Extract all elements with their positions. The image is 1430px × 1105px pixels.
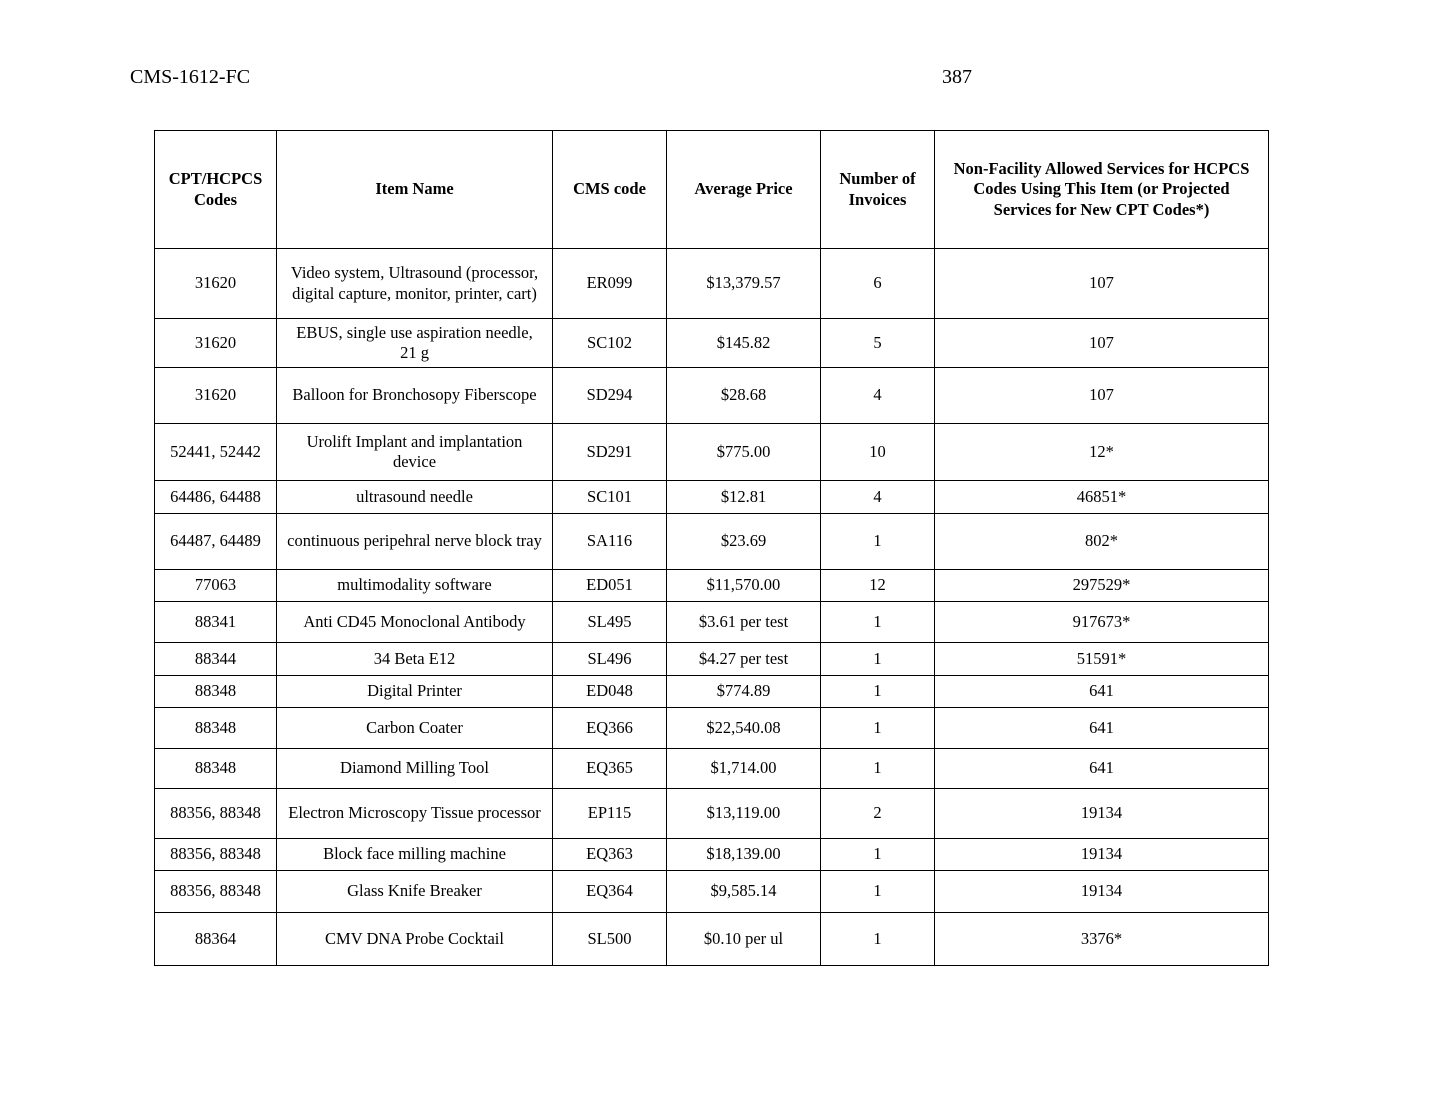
table-row bbox=[155, 708, 1269, 749]
cell-item-name: Anti CD45 Monoclonal Antibody bbox=[277, 602, 553, 643]
cell-cpt-codes: 31620 bbox=[155, 319, 277, 368]
table-row bbox=[155, 368, 1269, 424]
cell-cms-code: EQ364 bbox=[553, 871, 667, 913]
table-row bbox=[155, 913, 1269, 966]
cell-cpt-codes: 31620 bbox=[155, 368, 277, 424]
cell-allowed-services: 51591* bbox=[935, 643, 1269, 676]
cell-number-of-invoices: 4 bbox=[821, 481, 935, 514]
cell-number-of-invoices: 10 bbox=[821, 424, 935, 481]
table-header-row bbox=[155, 131, 1269, 249]
cell-cpt-codes: 31620 bbox=[155, 249, 277, 319]
cell-item-name: Electron Microscopy Tissue processor bbox=[277, 789, 553, 839]
cell-cms-code: ED051 bbox=[553, 570, 667, 602]
cell-average-price: $9,585.14 bbox=[667, 871, 821, 913]
cell-item-name: multimodality software bbox=[277, 570, 553, 602]
cell-cms-code: SD294 bbox=[553, 368, 667, 424]
cell-cms-code: SC101 bbox=[553, 481, 667, 514]
column-header-number-of-invoices: Number of Invoices bbox=[821, 131, 935, 249]
cell-cpt-codes: 88341 bbox=[155, 602, 277, 643]
cell-cms-code: SL495 bbox=[553, 602, 667, 643]
cell-average-price: $12.81 bbox=[667, 481, 821, 514]
document-id: CMS-1612-FC bbox=[130, 66, 251, 88]
table-row bbox=[155, 602, 1269, 643]
cell-cpt-codes: 88348 bbox=[155, 676, 277, 708]
cell-number-of-invoices: 1 bbox=[821, 913, 935, 966]
cell-average-price: $1,714.00 bbox=[667, 749, 821, 789]
cell-average-price: $13,379.57 bbox=[667, 249, 821, 319]
cell-cpt-codes: 64487, 64489 bbox=[155, 514, 277, 570]
cell-cms-code: EQ366 bbox=[553, 708, 667, 749]
cell-item-name: Balloon for Bronchosopy Fiberscope bbox=[277, 368, 553, 424]
table-row bbox=[155, 676, 1269, 708]
cell-cms-code: EQ363 bbox=[553, 839, 667, 871]
cell-cpt-codes: 88356, 88348 bbox=[155, 789, 277, 839]
cell-cpt-codes: 88344 bbox=[155, 643, 277, 676]
cell-average-price: $18,139.00 bbox=[667, 839, 821, 871]
cell-average-price: $775.00 bbox=[667, 424, 821, 481]
table-row bbox=[155, 570, 1269, 602]
equipment-pricing-table bbox=[154, 130, 1269, 966]
cell-item-name: EBUS, single use aspiration needle, 21 g bbox=[277, 319, 553, 368]
cell-cms-code: SL500 bbox=[553, 913, 667, 966]
cell-number-of-invoices: 1 bbox=[821, 676, 935, 708]
cell-average-price: $23.69 bbox=[667, 514, 821, 570]
cell-cpt-codes: 88356, 88348 bbox=[155, 839, 277, 871]
column-header-cpt-codes: CPT/HCPCS Codes bbox=[155, 131, 277, 249]
cell-number-of-invoices: 2 bbox=[821, 789, 935, 839]
cell-item-name: CMV DNA Probe Cocktail bbox=[277, 913, 553, 966]
cell-item-name: Block face milling machine bbox=[277, 839, 553, 871]
column-header-allowed-services: Non-Facility Allowed Services for HCPCS Codes Using This Item (or Projected Services for New CPT Codes*) bbox=[935, 131, 1269, 249]
cell-cms-code: SD291 bbox=[553, 424, 667, 481]
cell-number-of-invoices: 1 bbox=[821, 514, 935, 570]
cell-number-of-invoices: 1 bbox=[821, 708, 935, 749]
cell-average-price: $774.89 bbox=[667, 676, 821, 708]
cell-cpt-codes: 64486, 64488 bbox=[155, 481, 277, 514]
column-header-average-price: Average Price bbox=[667, 131, 821, 249]
column-header-item-name: Item Name bbox=[277, 131, 553, 249]
table-row bbox=[155, 424, 1269, 481]
cell-cms-code: ER099 bbox=[553, 249, 667, 319]
cell-cms-code: SC102 bbox=[553, 319, 667, 368]
cell-allowed-services: 19134 bbox=[935, 789, 1269, 839]
cell-cms-code: SA116 bbox=[553, 514, 667, 570]
page-header bbox=[130, 64, 990, 94]
cell-allowed-services: 107 bbox=[935, 319, 1269, 368]
cell-cpt-codes: 88356, 88348 bbox=[155, 871, 277, 913]
table-row bbox=[155, 789, 1269, 839]
cell-allowed-services: 641 bbox=[935, 676, 1269, 708]
cell-allowed-services: 46851* bbox=[935, 481, 1269, 514]
cell-allowed-services: 107 bbox=[935, 368, 1269, 424]
cell-cpt-codes: 52441, 52442 bbox=[155, 424, 277, 481]
cell-cms-code: SL496 bbox=[553, 643, 667, 676]
cell-allowed-services: 641 bbox=[935, 708, 1269, 749]
table-row bbox=[155, 319, 1269, 368]
cell-average-price: $4.27 per test bbox=[667, 643, 821, 676]
column-header-cms-code: CMS code bbox=[553, 131, 667, 249]
page-number: 387 bbox=[942, 66, 972, 88]
cell-number-of-invoices: 1 bbox=[821, 643, 935, 676]
table-row bbox=[155, 749, 1269, 789]
cell-allowed-services: 3376* bbox=[935, 913, 1269, 966]
cell-average-price: $22,540.08 bbox=[667, 708, 821, 749]
cell-item-name: Carbon Coater bbox=[277, 708, 553, 749]
cell-item-name: 34 Beta E12 bbox=[277, 643, 553, 676]
cell-item-name: Video system, Ultrasound (processor, digital capture, monitor, printer, cart) bbox=[277, 249, 553, 319]
cell-number-of-invoices: 5 bbox=[821, 319, 935, 368]
cell-number-of-invoices: 12 bbox=[821, 570, 935, 602]
cell-cms-code: EP115 bbox=[553, 789, 667, 839]
table-row bbox=[155, 481, 1269, 514]
table-row bbox=[155, 249, 1269, 319]
cell-item-name: continuous peripehral nerve block tray bbox=[277, 514, 553, 570]
cell-cpt-codes: 88348 bbox=[155, 708, 277, 749]
cell-allowed-services: 917673* bbox=[935, 602, 1269, 643]
table-row bbox=[155, 643, 1269, 676]
cell-allowed-services: 19134 bbox=[935, 871, 1269, 913]
cell-item-name: Diamond Milling Tool bbox=[277, 749, 553, 789]
cell-allowed-services: 12* bbox=[935, 424, 1269, 481]
cell-item-name: Glass Knife Breaker bbox=[277, 871, 553, 913]
cell-average-price: $0.10 per ul bbox=[667, 913, 821, 966]
cell-average-price: $13,119.00 bbox=[667, 789, 821, 839]
cell-cpt-codes: 88348 bbox=[155, 749, 277, 789]
cell-number-of-invoices: 1 bbox=[821, 871, 935, 913]
cell-cms-code: ED048 bbox=[553, 676, 667, 708]
cell-cms-code: EQ365 bbox=[553, 749, 667, 789]
cell-number-of-invoices: 1 bbox=[821, 749, 935, 789]
cell-average-price: $28.68 bbox=[667, 368, 821, 424]
cell-item-name: Digital Printer bbox=[277, 676, 553, 708]
cell-number-of-invoices: 1 bbox=[821, 839, 935, 871]
cell-number-of-invoices: 4 bbox=[821, 368, 935, 424]
cell-number-of-invoices: 1 bbox=[821, 602, 935, 643]
table-row bbox=[155, 514, 1269, 570]
table-row bbox=[155, 871, 1269, 913]
cell-average-price: $3.61 per test bbox=[667, 602, 821, 643]
cell-number-of-invoices: 6 bbox=[821, 249, 935, 319]
cell-cpt-codes: 77063 bbox=[155, 570, 277, 602]
cell-item-name: ultrasound needle bbox=[277, 481, 553, 514]
cell-allowed-services: 802* bbox=[935, 514, 1269, 570]
cell-allowed-services: 19134 bbox=[935, 839, 1269, 871]
cell-average-price: $11,570.00 bbox=[667, 570, 821, 602]
cell-allowed-services: 107 bbox=[935, 249, 1269, 319]
table-row bbox=[155, 839, 1269, 871]
cell-cpt-codes: 88364 bbox=[155, 913, 277, 966]
cell-item-name: Urolift Implant and implantation device bbox=[277, 424, 553, 481]
cell-allowed-services: 297529* bbox=[935, 570, 1269, 602]
cell-average-price: $145.82 bbox=[667, 319, 821, 368]
cell-allowed-services: 641 bbox=[935, 749, 1269, 789]
